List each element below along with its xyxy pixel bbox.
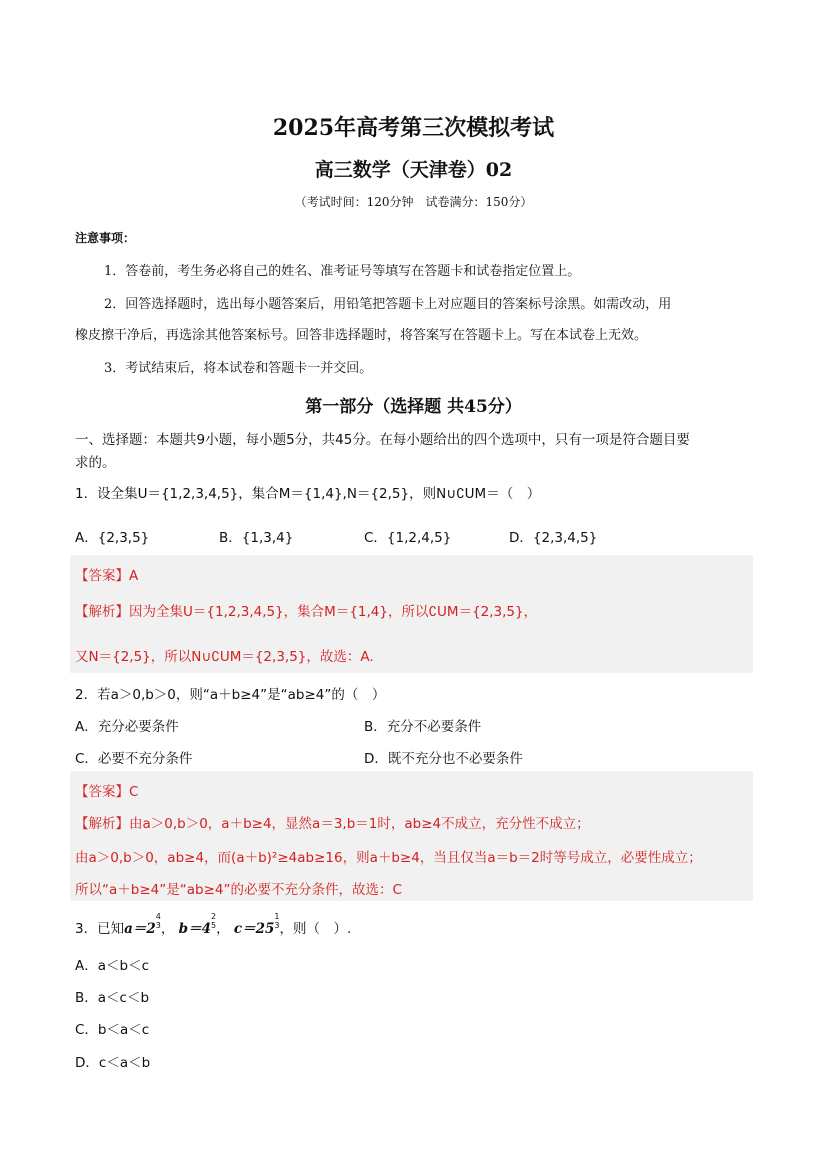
question-1-option-c: C．{1,2,4,5}	[364, 530, 452, 546]
question-3-option-c: C．b＜a＜c	[75, 1022, 150, 1038]
notice-heading: 注意事项：	[75, 231, 136, 245]
section-intro: 一、选择题：本题共9小题，每小题5分，共45分。在每小题给出的四个选项中，只有一项是符合题目要	[75, 432, 690, 448]
question-2-explanation: 由a＞0,b＞0，ab≥4，而(a＋b)²≥4ab≥16，则a＋b≥4，当且仅当a＝b＝2时等号成立，必要性成立；	[75, 850, 702, 866]
question-1-stem: 1．设全集U＝{1,2,3,4,5}，集合M＝{1,4},N＝{2,5}，则N∪∁UM＝（ ）	[75, 486, 541, 502]
question-3-stem: 3．已知a＝2 4 3 ， b＝4 2 5 ， c＝25 1 3 ，则（ ）.	[75, 912, 352, 937]
question-1-answer: 【答案】A	[75, 568, 139, 584]
question-3-option-a: A．a＜b＜c	[75, 958, 149, 974]
question-3-b: b＝4	[178, 921, 211, 937]
question-3-c-exponent: 1 3	[274, 912, 280, 930]
question-2-stem: 2．若a＞0,b＞0，则“a＋b≥4”是“ab≥4”的（ ）	[75, 687, 386, 703]
section-intro: 求的。	[75, 455, 116, 471]
question-2-option-a: A．充分必要条件	[75, 719, 179, 735]
question-2-explanation: 【解析】由a＞0,b＞0，a＋b≥4，显然a＝3,b＝1时，ab≥4不成立，充分性不成立；	[75, 816, 590, 832]
question-2-option-d: D．既不充分也不必要条件	[364, 751, 523, 767]
notice-item: 橡皮擦干净后，再选涂其他答案标号。回答非选择题时，将答案写在答题卡上。写在本试卷上无效。	[75, 328, 648, 343]
question-2-option-b: B．充分不必要条件	[364, 719, 482, 735]
question-3-option-d: D．c＜a＜b	[75, 1055, 151, 1071]
question-3-prefix: 3．已知	[75, 921, 125, 937]
notice-item: 2．回答选择题时，选出每小题答案后，用铅笔把答题卡上对应题目的答案标号涂黑。如需改动，用	[104, 297, 672, 312]
question-1-option-d: D．{2,3,4,5}	[509, 530, 598, 546]
exam-title: 2025年高考第三次模拟考试	[272, 115, 555, 141]
question-3-a: a＝2	[124, 921, 156, 937]
notice-item: 1．答卷前，考生务必将自己的姓名、准考证号等填写在答题卡和试卷指定位置上。	[104, 264, 581, 279]
question-1-explanation: 【解析】因为全集U＝{1,2,3,4,5}，集合M＝{1,4}，所以∁UM＝{2,3,5}，	[75, 604, 538, 620]
question-1-option-b: B．{1,3,4}	[219, 530, 294, 546]
question-3-option-b: B．a＜c＜b	[75, 990, 150, 1006]
question-3-suffix: ，则（ ）.	[279, 921, 352, 937]
question-3-b-exponent: 2 5	[210, 912, 217, 930]
exam-info: （考试时间：120分钟 试卷满分：150分）	[294, 195, 533, 209]
question-1-explanation: 又N＝{2,5}，所以N∪∁UM＝{2,3,5}，故选：A.	[75, 649, 374, 665]
section-title: 第一部分（选择题 共45分）	[305, 397, 522, 417]
question-1-option-a: A．{2,3,5}	[75, 530, 150, 546]
question-3-c: c＝25	[233, 921, 275, 937]
notice-item: 3．考试结束后，将本试卷和答题卡一并交回。	[104, 361, 373, 376]
question-2-explanation: 所以“a＋b≥4”是“ab≥4”的必要不充分条件，故选：C	[75, 882, 402, 898]
question-2-option-c: C．必要不充分条件	[75, 751, 193, 767]
question-2-answer: 【答案】C	[75, 784, 139, 800]
exam-subtitle: 高三数学（天津卷）02	[314, 159, 513, 181]
question-3-a-exponent: 4 3	[155, 912, 161, 930]
